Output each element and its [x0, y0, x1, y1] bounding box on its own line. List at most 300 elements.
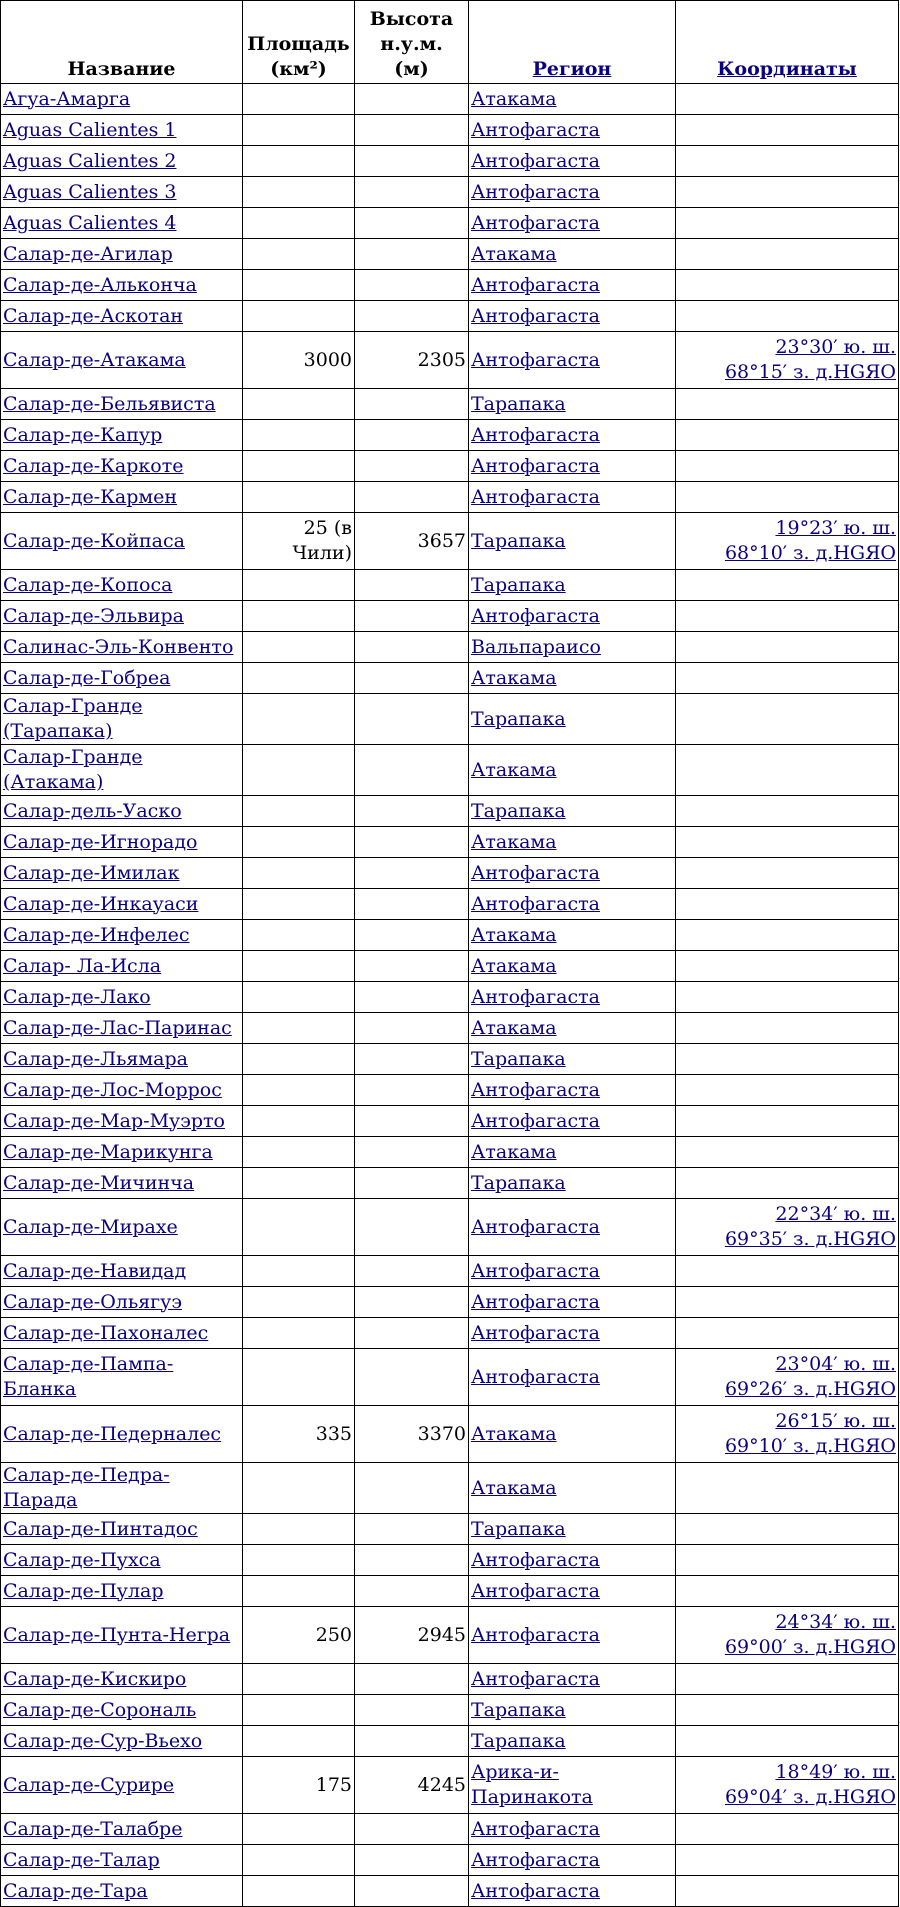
- region-link[interactable]: Антофагаста: [471, 1290, 600, 1313]
- header-name: Название: [1, 1, 243, 84]
- region-link[interactable]: Антофагаста: [471, 211, 600, 234]
- salar-name-link[interactable]: Салар-де-Ольягуэ: [3, 1290, 182, 1313]
- region-cell[interactable]: [469, 208, 676, 239]
- region-cell[interactable]: [469, 889, 676, 920]
- region-link[interactable]: Антофагаста: [471, 892, 600, 915]
- region-link[interactable]: Тарапака: [471, 799, 566, 822]
- table-row: [1, 1199, 899, 1256]
- region-cell[interactable]: [469, 920, 676, 951]
- salar-name-cell[interactable]: [1, 1757, 243, 1814]
- region-cell[interactable]: [469, 451, 676, 482]
- salar-name-cell[interactable]: [1, 1137, 243, 1168]
- salar-name-link[interactable]: Салар-де-Сурире: [3, 1773, 175, 1796]
- salar-name-link[interactable]: Салар-де-Талар: [3, 1848, 160, 1871]
- region-link[interactable]: Антофагаста: [471, 985, 600, 1008]
- region-cell[interactable]: [469, 420, 676, 451]
- table-row: [1, 1318, 899, 1349]
- salar-name-cell[interactable]: [1, 1013, 243, 1044]
- salar-name-link[interactable]: Салинас-Эль-Конвенто: [3, 635, 234, 658]
- region-cell[interactable]: [469, 1075, 676, 1106]
- coords-cell[interactable]: [676, 1199, 899, 1256]
- salar-name-cell[interactable]: [1, 632, 243, 663]
- altitude-cell: [355, 177, 469, 208]
- salar-name-cell[interactable]: [1, 1664, 243, 1695]
- region-link[interactable]: Атакама: [471, 1476, 557, 1499]
- area-cell: [243, 745, 355, 796]
- region-link[interactable]: Антофагаста: [471, 1365, 600, 1388]
- table-row: [1, 1845, 899, 1876]
- salar-name-cell[interactable]: [1, 1726, 243, 1757]
- salar-name-cell[interactable]: [1, 332, 243, 389]
- coords-cell[interactable]: [676, 513, 899, 570]
- coords-cell[interactable]: [676, 332, 899, 389]
- region-link[interactable]: Тарапака: [471, 1517, 566, 1540]
- salar-name-link[interactable]: Салар-де-Каркоте: [3, 454, 184, 477]
- salar-name-link[interactable]: Aguas Calientes 3: [3, 180, 177, 203]
- salar-name-cell[interactable]: [1, 827, 243, 858]
- salar-name-cell[interactable]: [1, 1845, 243, 1876]
- header-coords-link[interactable]: Координаты: [717, 58, 857, 80]
- region-cell[interactable]: [469, 239, 676, 270]
- altitude-cell: [355, 1845, 469, 1876]
- region-link[interactable]: Антофагаста: [471, 1879, 600, 1902]
- longitude-link[interactable]: 68°10′ з. д.HGЯO: [724, 542, 896, 564]
- latitude-link[interactable]: 23°04′ ю. ш.: [775, 1353, 896, 1375]
- latitude-link[interactable]: 18°49′ ю. ш.: [775, 1761, 896, 1783]
- salar-name-link[interactable]: Салар-де-Сур-Вьехо: [3, 1729, 203, 1752]
- salar-name-link[interactable]: Aguas Calientes 4: [3, 211, 177, 234]
- area-cell: [243, 270, 355, 301]
- region-link[interactable]: Атакама: [471, 954, 557, 977]
- area-cell: [243, 1044, 355, 1075]
- salar-name-cell[interactable]: [1, 951, 243, 982]
- header-region-link[interactable]: Регион: [532, 58, 612, 80]
- region-link[interactable]: Арика-и-Паринакота: [471, 1761, 593, 1808]
- latitude-link[interactable]: 26°15′ ю. ш.: [775, 1410, 896, 1432]
- coords-cell: [676, 1726, 899, 1757]
- salar-name-cell[interactable]: [1, 601, 243, 632]
- region-link[interactable]: Антофагаста: [471, 1109, 600, 1132]
- longitude-link[interactable]: 69°10′ з. д.HGЯO: [724, 1435, 896, 1457]
- coords-cell: [676, 1814, 899, 1845]
- altitude-cell: [355, 1168, 469, 1199]
- salar-name-cell[interactable]: [1, 1406, 243, 1463]
- region-link[interactable]: Антофагаста: [471, 149, 600, 172]
- salar-name-cell[interactable]: [1, 177, 243, 208]
- salar-name-cell[interactable]: [1, 920, 243, 951]
- coords-cell: [676, 827, 899, 858]
- area-cell: [243, 1576, 355, 1607]
- salar-name-link[interactable]: Салар-де-Талабре: [3, 1817, 183, 1840]
- coords-cell[interactable]: [676, 1349, 899, 1406]
- area-cell: [243, 796, 355, 827]
- salar-name-link[interactable]: Салар- Ла-Исла: [3, 954, 162, 977]
- coords-cell[interactable]: [676, 1757, 899, 1814]
- region-link[interactable]: Атакама: [471, 923, 557, 946]
- area-cell: [243, 389, 355, 420]
- area-cell: [243, 858, 355, 889]
- region-cell[interactable]: [469, 1695, 676, 1726]
- altitude-cell: [355, 745, 469, 796]
- salar-name-link[interactable]: Салар-де-Марикунга: [3, 1140, 213, 1163]
- salar-name-cell[interactable]: [1, 1463, 243, 1514]
- salar-name-cell[interactable]: [1, 1814, 243, 1845]
- region-link[interactable]: Тарапака: [471, 529, 566, 552]
- salar-name-link[interactable]: Салар-де-Лас-Паринас: [3, 1016, 232, 1039]
- region-link[interactable]: Тарапака: [471, 1698, 566, 1721]
- salar-name-link[interactable]: Салар-де-Мичинча: [3, 1171, 195, 1194]
- region-cell[interactable]: [469, 1256, 676, 1287]
- salar-name-link[interactable]: Салар-де-Инфелес: [3, 923, 190, 946]
- salar-name-cell[interactable]: [1, 1168, 243, 1199]
- region-cell[interactable]: [469, 1318, 676, 1349]
- salar-name-cell[interactable]: [1, 420, 243, 451]
- salar-name-cell[interactable]: [1, 1106, 243, 1137]
- area-cell: [243, 1695, 355, 1726]
- region-link[interactable]: Вальпараисо: [471, 635, 601, 658]
- longitude-link[interactable]: 69°00′ з. д.HGЯO: [724, 1636, 896, 1658]
- salar-name-link[interactable]: Салар-де-Мар-Муэрто: [3, 1109, 225, 1132]
- salar-name-cell[interactable]: [1, 1044, 243, 1075]
- region-cell[interactable]: [469, 84, 676, 115]
- salar-name-cell[interactable]: [1, 1576, 243, 1607]
- altitude-cell: [355, 1318, 469, 1349]
- salar-name-cell[interactable]: [1, 1695, 243, 1726]
- region-cell[interactable]: [469, 745, 676, 796]
- coords-cell: [676, 1075, 899, 1106]
- region-link[interactable]: Атакама: [471, 1016, 557, 1039]
- area-cell: [243, 482, 355, 513]
- region-cell[interactable]: [469, 1607, 676, 1664]
- salar-name-link[interactable]: Агуа-Амарга: [3, 87, 131, 110]
- region-link[interactable]: Атакама: [471, 1140, 557, 1163]
- region-cell[interactable]: [469, 1514, 676, 1545]
- region-cell[interactable]: [469, 632, 676, 663]
- coords-cell: [676, 1664, 899, 1695]
- salar-name-cell[interactable]: [1, 84, 243, 115]
- region-cell[interactable]: [469, 796, 676, 827]
- region-link[interactable]: Тарапака: [471, 1729, 566, 1752]
- altitude-cell: [355, 1256, 469, 1287]
- region-cell[interactable]: [469, 389, 676, 420]
- table-row: [1, 632, 899, 663]
- salar-name-link[interactable]: Салар-де-Пинтадос: [3, 1517, 198, 1540]
- table-row: [1, 1349, 899, 1406]
- altitude-cell: [355, 420, 469, 451]
- region-cell[interactable]: [469, 177, 676, 208]
- salar-name-link[interactable]: Салар-де-Мирахе: [3, 1215, 178, 1238]
- table-row: [1, 1137, 899, 1168]
- coords-cell: [676, 270, 899, 301]
- salar-name-cell[interactable]: [1, 1607, 243, 1664]
- area-cell: [243, 982, 355, 1013]
- longitude-link[interactable]: 69°04′ з. д.HGЯO: [724, 1786, 896, 1808]
- latitude-link[interactable]: 22°34′ ю. ш.: [775, 1203, 896, 1225]
- salar-name-cell[interactable]: [1, 745, 243, 796]
- region-link[interactable]: Антофагаста: [471, 118, 600, 141]
- area-cell: [243, 951, 355, 982]
- salar-name-cell[interactable]: [1, 663, 243, 694]
- coords-cell: [676, 301, 899, 332]
- area-cell: [243, 1514, 355, 1545]
- salar-name-link[interactable]: Салар-де-Навидад: [3, 1259, 187, 1282]
- region-link[interactable]: Антофагаста: [471, 273, 600, 296]
- region-cell[interactable]: [469, 827, 676, 858]
- region-link[interactable]: Антофагаста: [471, 1667, 600, 1690]
- region-link[interactable]: Атакама: [471, 758, 557, 781]
- region-link[interactable]: Атакама: [471, 830, 557, 853]
- altitude-cell: [355, 1137, 469, 1168]
- table-row: [1, 146, 899, 177]
- table-row: [1, 858, 899, 889]
- region-link[interactable]: Тарапака: [471, 707, 566, 730]
- coords-cell: [676, 601, 899, 632]
- table-row: [1, 332, 899, 389]
- region-cell[interactable]: [469, 982, 676, 1013]
- salar-name-link[interactable]: Салар-де-Игнорадо: [3, 830, 198, 853]
- coords-cell: [676, 745, 899, 796]
- salar-name-cell[interactable]: [1, 1318, 243, 1349]
- latitude-link[interactable]: 19°23′ ю. ш.: [775, 517, 896, 539]
- coords-cell: [676, 920, 899, 951]
- salar-name-cell[interactable]: [1, 889, 243, 920]
- region-cell[interactable]: [469, 1664, 676, 1695]
- salar-name-link[interactable]: Салар-де-Атакама: [3, 348, 186, 371]
- region-cell[interactable]: [469, 1199, 676, 1256]
- table-row: [1, 239, 899, 270]
- region-link[interactable]: Антофагаста: [471, 348, 600, 371]
- salar-name-link[interactable]: Салар-де-Пухса: [3, 1548, 161, 1571]
- salar-name-cell[interactable]: [1, 208, 243, 239]
- salar-name-cell[interactable]: [1, 1256, 243, 1287]
- region-cell[interactable]: [469, 858, 676, 889]
- salar-name-link[interactable]: Салар-де-Имилак: [3, 861, 180, 884]
- longitude-link[interactable]: 68°15′ з. д.HGЯO: [724, 361, 896, 383]
- region-cell[interactable]: [469, 1876, 676, 1907]
- salar-name-cell[interactable]: [1, 694, 243, 745]
- region-cell[interactable]: [469, 694, 676, 745]
- region-cell[interactable]: [469, 1287, 676, 1318]
- salar-name-link[interactable]: Салар-Гранде (Атакама): [3, 746, 143, 793]
- region-cell[interactable]: [469, 1463, 676, 1514]
- altitude-cell: [355, 1106, 469, 1137]
- coords-cell[interactable]: [676, 1607, 899, 1664]
- region-link[interactable]: Антофагаста: [471, 485, 600, 508]
- salar-name-link[interactable]: Салар-де-Кармен: [3, 485, 178, 508]
- area-cell: [243, 239, 355, 270]
- region-link[interactable]: Тарапака: [471, 1171, 566, 1194]
- coords-cell: [676, 146, 899, 177]
- region-cell[interactable]: [469, 1013, 676, 1044]
- salar-name-link[interactable]: Салар-де-Сорональ: [3, 1698, 197, 1721]
- salar-name-link[interactable]: Салар-де-Лако: [3, 985, 151, 1008]
- region-link[interactable]: Тарапака: [471, 573, 566, 596]
- salar-name-link[interactable]: Салар-де-Агилар: [3, 242, 173, 265]
- salar-name-link[interactable]: Салар-де-Бельявиста: [3, 392, 216, 415]
- salar-name-cell[interactable]: [1, 1545, 243, 1576]
- salar-name-link[interactable]: Салар-де-Лос-Моррос: [3, 1078, 222, 1101]
- salar-name-link[interactable]: Салар-де-Пунта-Негра: [3, 1623, 231, 1646]
- salar-name-cell[interactable]: [1, 513, 243, 570]
- altitude-cell: [355, 115, 469, 146]
- salar-name-link[interactable]: Салар-де-Льямара: [3, 1047, 188, 1070]
- salar-name-cell[interactable]: [1, 1075, 243, 1106]
- region-link[interactable]: Атакама: [471, 666, 557, 689]
- region-cell[interactable]: [469, 482, 676, 513]
- area-cell: [243, 570, 355, 601]
- region-link[interactable]: Антофагаста: [471, 1215, 600, 1238]
- region-cell[interactable]: [469, 1814, 676, 1845]
- coords-cell: [676, 1106, 899, 1137]
- salar-name-link[interactable]: Салар-де-Альконча: [3, 273, 197, 296]
- region-link[interactable]: Антофагаста: [471, 1623, 600, 1646]
- salar-name-cell[interactable]: [1, 570, 243, 601]
- altitude-cell: [355, 1463, 469, 1514]
- altitude-cell: [355, 301, 469, 332]
- latitude-link[interactable]: 23°30′ ю. ш.: [775, 336, 896, 358]
- salar-name-link[interactable]: Салар-де-Инкауаси: [3, 892, 199, 915]
- region-cell[interactable]: [469, 270, 676, 301]
- area-cell: [243, 1349, 355, 1406]
- region-cell[interactable]: [469, 1726, 676, 1757]
- area-cell: [243, 1013, 355, 1044]
- latitude-link[interactable]: 24°34′ ю. ш.: [775, 1611, 896, 1633]
- region-link[interactable]: Антофагаста: [471, 304, 600, 327]
- region-cell[interactable]: [469, 1545, 676, 1576]
- salar-name-link[interactable]: Салар-де-Пахоналес: [3, 1321, 209, 1344]
- salar-name-cell[interactable]: [1, 146, 243, 177]
- region-cell[interactable]: [469, 146, 676, 177]
- altitude-cell: [355, 570, 469, 601]
- region-link[interactable]: Антофагаста: [471, 1321, 600, 1344]
- coords-cell: [676, 1514, 899, 1545]
- salar-name-link[interactable]: Салар-де-Капур: [3, 423, 163, 446]
- altitude-cell: 2305: [355, 332, 469, 389]
- salar-name-cell[interactable]: [1, 451, 243, 482]
- header-altitude: Высота н.у.м. (м): [355, 1, 469, 84]
- table-row: [1, 420, 899, 451]
- salar-name-link[interactable]: Салар-дель-Уаско: [3, 799, 182, 822]
- salar-name-link[interactable]: Салар-де-Тара: [3, 1879, 148, 1902]
- region-cell[interactable]: [469, 663, 676, 694]
- area-cell: [243, 1318, 355, 1349]
- region-link[interactable]: Антофагаста: [471, 1848, 600, 1871]
- coords-cell[interactable]: [676, 1406, 899, 1463]
- coords-cell: [676, 1044, 899, 1075]
- altitude-cell: [355, 1514, 469, 1545]
- region-cell[interactable]: [469, 1106, 676, 1137]
- longitude-link[interactable]: 69°26′ з. д.HGЯO: [724, 1378, 896, 1400]
- coords-cell: [676, 570, 899, 601]
- altitude-cell: [355, 858, 469, 889]
- coords-cell: [676, 1137, 899, 1168]
- salar-name-cell[interactable]: [1, 301, 243, 332]
- salar-name-link[interactable]: Салар-де-Пулар: [3, 1579, 164, 1602]
- region-cell[interactable]: [469, 1044, 676, 1075]
- salar-name-link[interactable]: Aguas Calientes 1: [3, 118, 177, 141]
- salar-name-cell[interactable]: [1, 982, 243, 1013]
- region-cell[interactable]: [469, 301, 676, 332]
- salar-name-cell[interactable]: [1, 858, 243, 889]
- region-link[interactable]: Антофагаста: [471, 454, 600, 477]
- region-cell[interactable]: [469, 1349, 676, 1406]
- region-cell[interactable]: [469, 1576, 676, 1607]
- region-link[interactable]: Антофагаста: [471, 1548, 600, 1571]
- salar-name-cell[interactable]: [1, 239, 243, 270]
- altitude-cell: [355, 1695, 469, 1726]
- salar-name-cell[interactable]: [1, 796, 243, 827]
- region-cell[interactable]: [469, 951, 676, 982]
- salar-name-link[interactable]: Салар-де-Педерналес: [3, 1422, 222, 1445]
- salar-name-link[interactable]: Салар-де-Койпаса: [3, 529, 185, 552]
- region-link[interactable]: Антофагаста: [471, 1078, 600, 1101]
- region-link[interactable]: Антофагаста: [471, 604, 600, 627]
- region-cell[interactable]: [469, 1137, 676, 1168]
- salar-name-cell[interactable]: [1, 1349, 243, 1406]
- area-cell: [243, 1256, 355, 1287]
- region-link[interactable]: Антофагаста: [471, 180, 600, 203]
- area-cell: [243, 889, 355, 920]
- region-link[interactable]: Тарапака: [471, 1047, 566, 1070]
- region-link[interactable]: Тарапака: [471, 392, 566, 415]
- region-cell[interactable]: [469, 1845, 676, 1876]
- header-region[interactable]: [469, 1, 676, 84]
- region-cell[interactable]: [469, 1757, 676, 1814]
- salar-name-link[interactable]: Салар-де-Копоса: [3, 573, 173, 596]
- region-link[interactable]: Атакама: [471, 1422, 557, 1445]
- salar-name-cell[interactable]: [1, 270, 243, 301]
- region-cell[interactable]: [469, 115, 676, 146]
- header-coords[interactable]: [676, 1, 899, 84]
- salar-name-link[interactable]: Салар-де-Педра-Парада: [3, 1464, 170, 1511]
- salar-name-link[interactable]: Салар-де-Гобреа: [3, 666, 171, 689]
- coords-cell: [676, 1318, 899, 1349]
- salar-name-link[interactable]: Салар-де-Эльвира: [3, 604, 185, 627]
- region-cell[interactable]: [469, 1168, 676, 1199]
- coords-cell: [676, 858, 899, 889]
- region-link[interactable]: Антофагаста: [471, 1817, 600, 1840]
- region-link[interactable]: Антофагаста: [471, 423, 600, 446]
- salar-name-link[interactable]: Салар-де-Пампа-Бланка: [3, 1353, 174, 1400]
- region-cell[interactable]: [469, 332, 676, 389]
- region-cell[interactable]: [469, 570, 676, 601]
- region-cell[interactable]: [469, 513, 676, 570]
- salar-name-cell[interactable]: [1, 482, 243, 513]
- region-link[interactable]: Антофагаста: [471, 861, 600, 884]
- salar-name-cell[interactable]: [1, 1514, 243, 1545]
- longitude-link[interactable]: 69°35′ з. д.HGЯO: [724, 1228, 896, 1250]
- salar-name-link[interactable]: Салар-де-Аскотан: [3, 304, 184, 327]
- region-link[interactable]: Антофагаста: [471, 1579, 600, 1602]
- region-link[interactable]: Атакама: [471, 242, 557, 265]
- salar-name-link[interactable]: Салар-де-Кискиро: [3, 1667, 187, 1690]
- salar-name-cell[interactable]: [1, 1876, 243, 1907]
- table-row: [1, 451, 899, 482]
- salar-name-link[interactable]: Салар-Гранде (Тарапака): [3, 695, 143, 742]
- altitude-cell: 4245: [355, 1757, 469, 1814]
- region-cell[interactable]: [469, 601, 676, 632]
- salar-name-cell[interactable]: [1, 1287, 243, 1318]
- salar-name-cell[interactable]: [1, 1199, 243, 1256]
- area-cell: [243, 1545, 355, 1576]
- region-link[interactable]: Атакама: [471, 87, 557, 110]
- salar-name-cell[interactable]: [1, 389, 243, 420]
- region-cell[interactable]: [469, 1406, 676, 1463]
- region-link[interactable]: Антофагаста: [471, 1259, 600, 1282]
- salar-name-link[interactable]: Aguas Calientes 2: [3, 149, 177, 172]
- salar-name-cell[interactable]: [1, 115, 243, 146]
- table-row: [1, 1876, 899, 1907]
